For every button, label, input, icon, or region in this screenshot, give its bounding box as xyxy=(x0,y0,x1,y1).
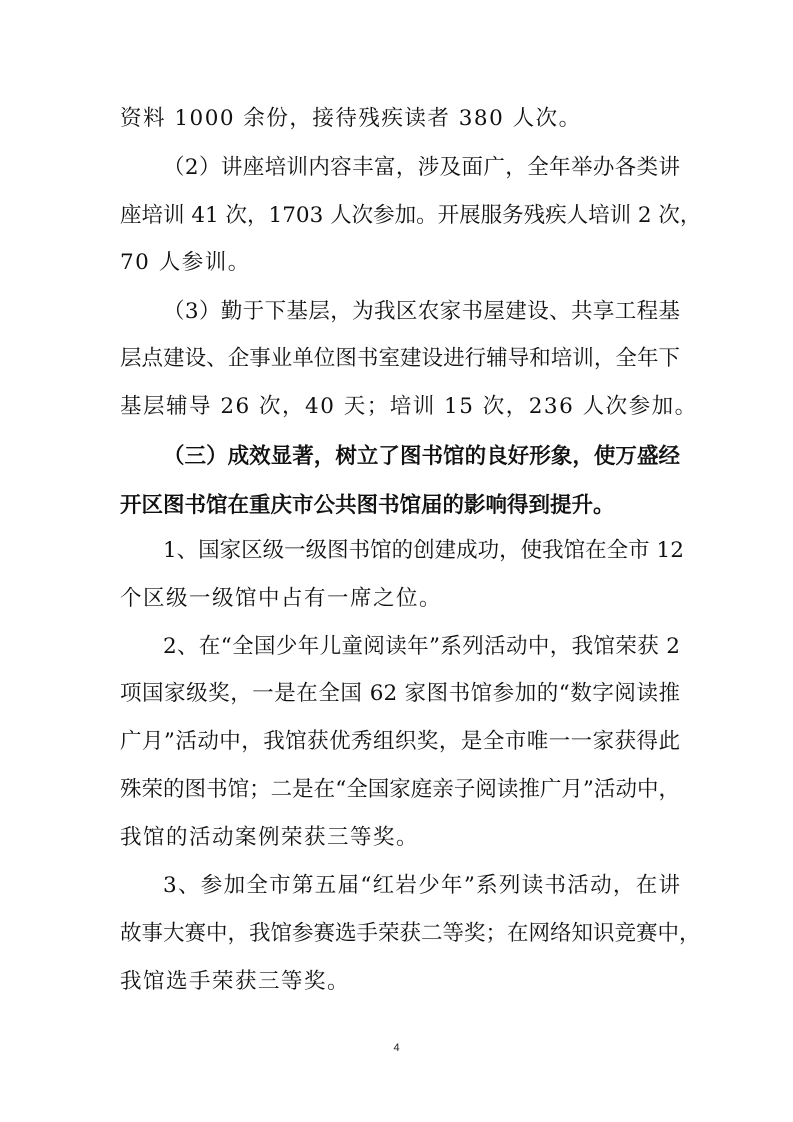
paragraph-line: 我馆的活动案例荣获三等奖。 xyxy=(120,825,420,850)
paragraph-line: 殊荣的图书馆；二是在“全国家庭亲子阅读推广月”活动中， xyxy=(120,777,680,802)
paragraph-line: （2）讲座培训内容丰富，涉及面广，全年举办各类讲 xyxy=(163,155,680,180)
paragraph-line: 基层辅导 26 次，40 天；培训 15 次，236 人次参加。 xyxy=(120,394,698,419)
paragraph-line: 座培训 41 次，1703 人次参加。开展服务残疾人培训 2 次， xyxy=(120,203,702,228)
paragraph-line: 3、参加全市第五届“红岩少年”系列读书活动，在讲 xyxy=(163,873,680,898)
paragraph-line: 2、在“全国少年儿童阅读年”系列活动中，我馆荣获 2 xyxy=(163,634,680,659)
paragraph-line: 资料 1000 余份，接待残疾读者 380 人次。 xyxy=(120,106,582,131)
paragraph-line: 1、国家区级一级图书馆的创建成功，使我馆在全市 12 xyxy=(163,538,684,563)
paragraph-line: （3）勤于下基层，为我区农家书屋建设、共享工程基 xyxy=(163,299,680,324)
paragraph-line: 故事大赛中，我馆参赛选手荣获二等奖；在网络知识竞赛中， xyxy=(120,921,701,946)
paragraph-line: 层点建设、企事业单位图书室建设进行辅导和培训，全年下 xyxy=(120,346,680,371)
paragraph-line: 项国家级奖，一是在全国 62 家图书馆参加的“数字阅读推 xyxy=(120,681,680,706)
section-heading: （三）成效显著，树立了图书馆的良好形象，使万盛经 xyxy=(163,444,680,469)
page-number: 4 xyxy=(393,1042,400,1054)
paragraph-line: 广月”活动中，我馆获优秀组织奖，是全市唯一一家获得此 xyxy=(120,729,680,754)
paragraph-line: 个区级一级馆中占有一席之位。 xyxy=(120,586,443,611)
paragraph-line: 我馆选手荣获三等奖。 xyxy=(120,969,351,994)
section-heading: 开区图书馆在重庆市公共图书馆届的影响得到提升。 xyxy=(120,493,615,518)
paragraph-line: 70 人参训。 xyxy=(120,250,251,275)
